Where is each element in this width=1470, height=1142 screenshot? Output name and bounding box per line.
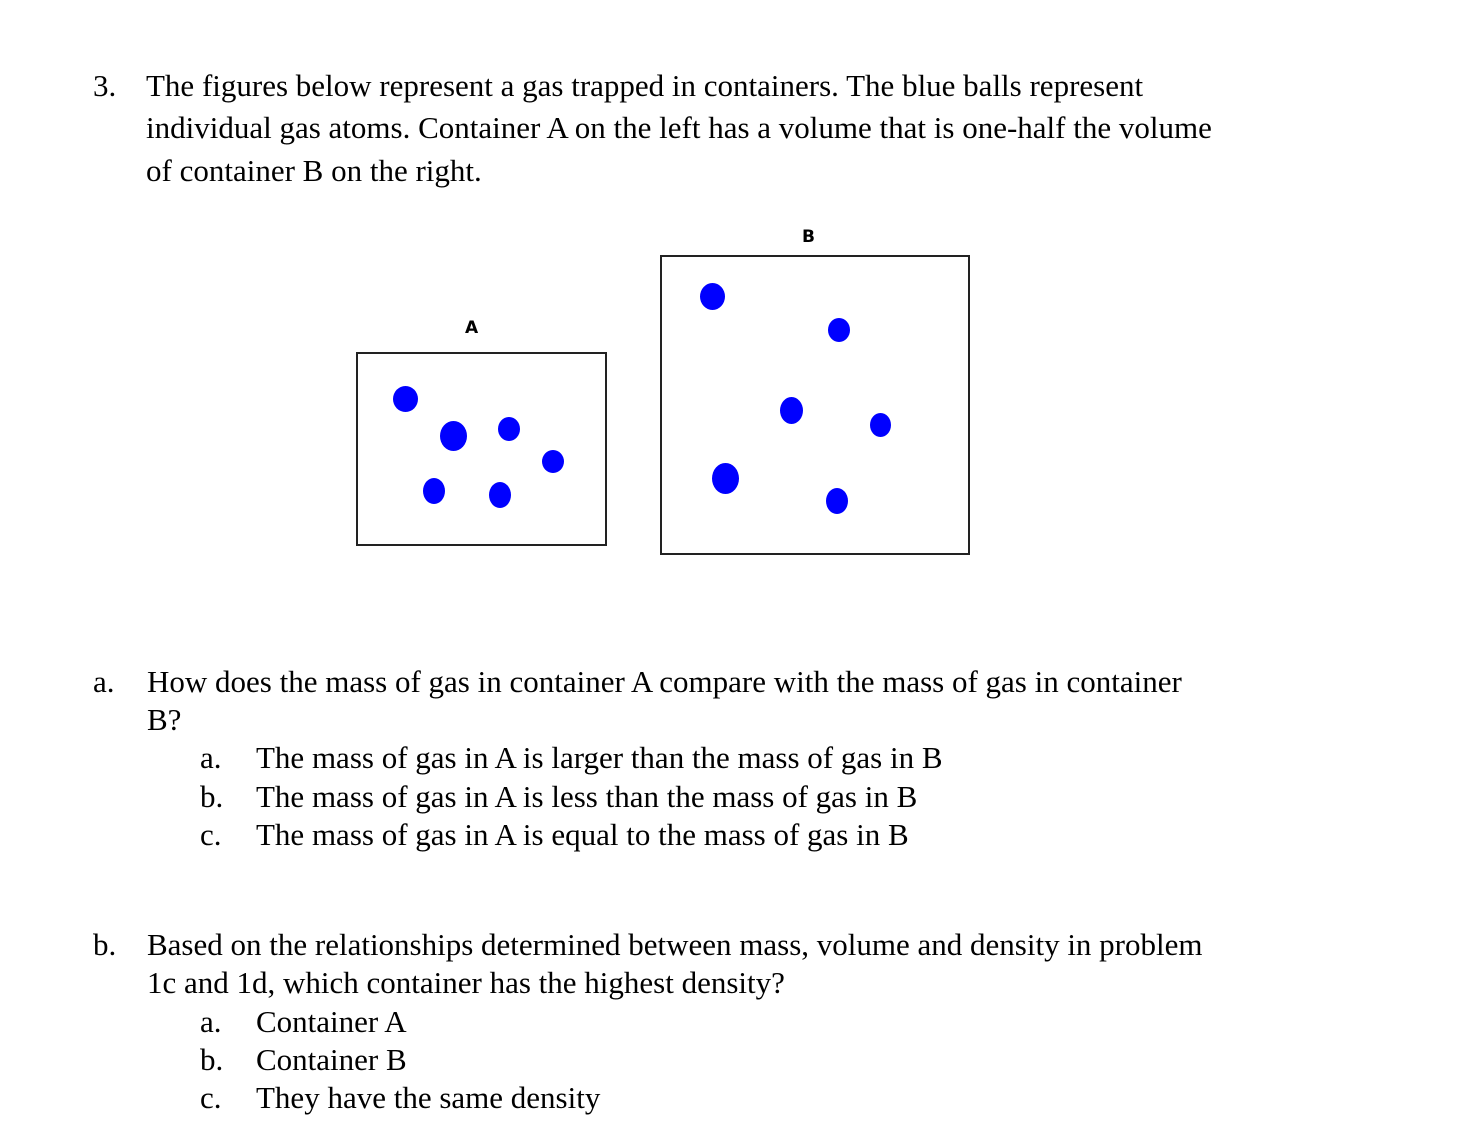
part-b-option-b-marker: b. (200, 1042, 224, 1077)
part-a-option-b[interactable]: The mass of gas in A is less than the mass of gas in B (256, 779, 918, 814)
gas-atom-a (498, 417, 520, 441)
part-a-option-a-marker: a. (200, 740, 222, 775)
gas-atom-a (440, 421, 467, 451)
question-number: 3. (93, 68, 117, 103)
gas-atom-a (423, 478, 445, 504)
part-b-question-line-2: 1c and 1d, which container has the highest density? (147, 965, 785, 1000)
part-b-option-c[interactable]: They have the same density (256, 1080, 601, 1115)
part-a-question-line-1: How does the mass of gas in container A compare with the mass of gas in container (147, 664, 1182, 699)
intro-line-2: individual gas atoms. Container A on the left has a volume that is one-half the volume (146, 110, 1212, 145)
part-b-question-line-1: Based on the relationships determined between mass, volume and density in problem (147, 927, 1203, 962)
part-b-option-a-marker: a. (200, 1004, 222, 1039)
part-a-question-line-2: B? (147, 702, 182, 737)
intro-line-1: The figures below represent a gas trapped in containers. The blue balls represent (146, 68, 1144, 103)
gas-atom-b (712, 463, 739, 494)
part-a-option-b-marker: b. (200, 779, 224, 814)
gas-atom-a (542, 450, 564, 473)
part-a-option-c[interactable]: The mass of gas in A is equal to the mass of gas in B (256, 817, 909, 852)
part-b-option-c-marker: c. (200, 1080, 222, 1115)
intro-line-3: of container B on the right. (146, 153, 482, 188)
part-b-option-b[interactable]: Container B (256, 1042, 407, 1077)
container-a (356, 352, 607, 546)
part-b-marker: b. (93, 927, 117, 962)
gas-atom-a (489, 482, 511, 508)
gas-atom-b (780, 397, 803, 424)
gas-atom-b (826, 488, 848, 514)
gas-atom-b (870, 413, 891, 437)
part-a-option-c-marker: c. (200, 817, 222, 852)
container-b-label: B (802, 227, 815, 247)
gas-atom-a (393, 386, 418, 412)
container-a-label: A (465, 318, 479, 338)
gas-atom-b (700, 283, 725, 310)
gas-atom-b (828, 318, 850, 342)
part-a-marker: a. (93, 664, 115, 699)
part-a-option-a[interactable]: The mass of gas in A is larger than the mass of gas in B (256, 740, 943, 775)
part-b-option-a[interactable]: Container A (256, 1004, 407, 1039)
